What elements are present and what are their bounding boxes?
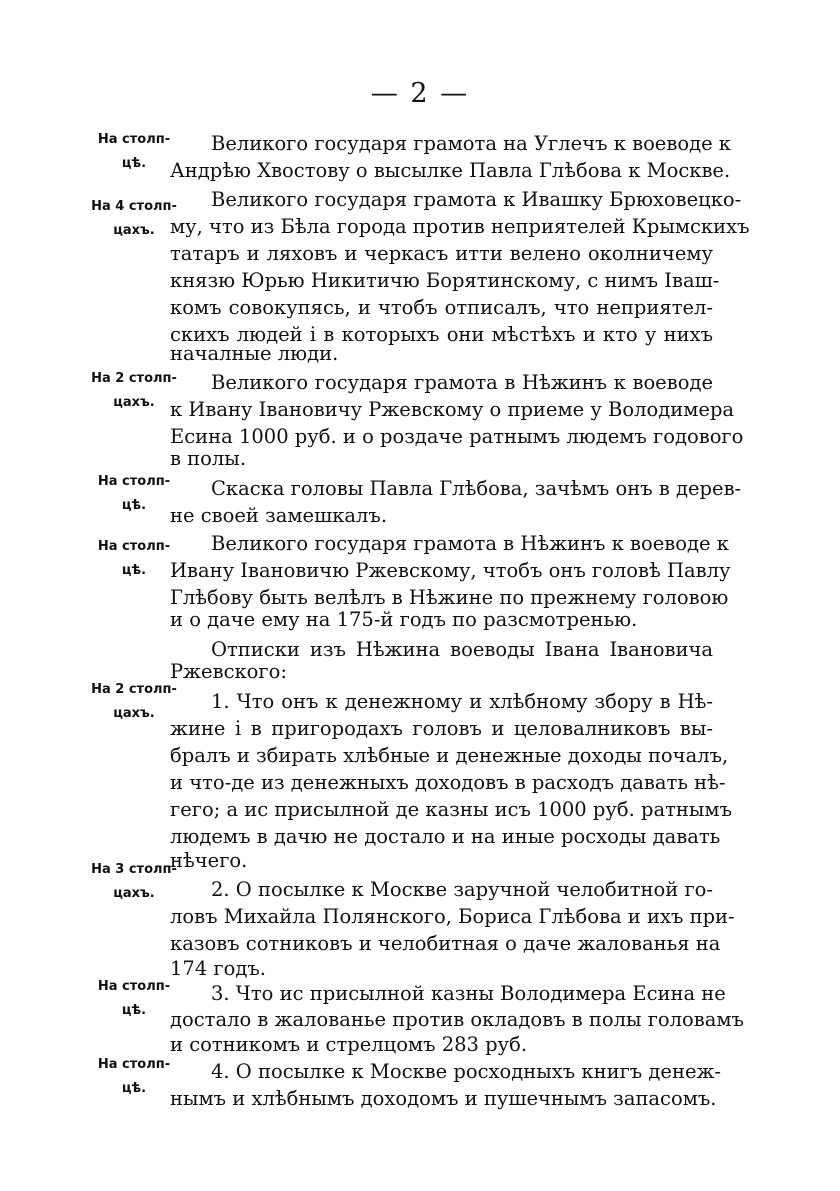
margin-note	[88, 195, 180, 243]
margin-note-line: На столп-	[97, 1057, 171, 1072]
text-line: 174 годъ.	[170, 957, 266, 980]
margin-note-line: цѣ.	[121, 1081, 147, 1096]
margin-note-line: На столп-	[97, 539, 171, 554]
text-line: Ивану Івановичю Ржевскому, чтобъ онъ головѣ Павлу	[170, 559, 731, 582]
margin-note-line: цахъ.	[113, 706, 155, 721]
margin-note-line: На столп-	[97, 979, 171, 994]
margin-note-line: На столп-	[97, 132, 171, 147]
text-line: достало в жалованье против окладовъ в полы головамъ	[170, 1008, 744, 1031]
text-line: комъ совокупясь, и чтобъ отписалъ, что неприятел-	[170, 296, 713, 319]
text-line: Скаска головы Павла Глѣбова, зачѣмъ онъ в дерев-	[211, 477, 742, 500]
text-line: гего; а ис присылной де казны исъ 1000 руб. ратнымъ	[170, 798, 732, 821]
text-line: Отписки изъ Нѣжина воеводы Івана Івановича	[211, 638, 713, 661]
margin-note-line: На 4 столп-	[91, 199, 177, 214]
text-line: не своей замешкалъ.	[170, 504, 388, 527]
margin-note	[88, 128, 180, 176]
margin-note-line: цахъ.	[113, 395, 155, 410]
margin-note-line: цѣ.	[121, 156, 147, 171]
margin-note-line: цѣ.	[121, 563, 147, 578]
margin-note	[88, 678, 180, 726]
text-line: в полы.	[170, 447, 247, 470]
text-line: скихъ людей і в которыхъ они мѣстѣхъ и кто у нихъ	[170, 323, 713, 346]
text-line: Великого государя грамота на Углечъ к воеводе к	[211, 132, 731, 155]
text-line: 1. Что онъ к денежному и хлѣбному збору в Нѣ-	[211, 690, 713, 713]
text-line: татаръ и ляховъ и черкасъ итти велено околничему	[170, 242, 713, 265]
text-line: казовъ сотниковъ и челобитная о даче жалованья на	[170, 932, 721, 955]
margin-note-line: На столп-	[97, 474, 171, 489]
margin-note	[88, 367, 180, 415]
text-line: Глѣбову быть велѣлъ в Нѣжине по прежнему головою	[170, 586, 729, 609]
text-line: Есина 1000 руб. и о роздаче ратнымъ людемъ годового	[170, 425, 744, 448]
margin-note	[88, 1053, 180, 1101]
text-line: 2. О посылке к Москве заручной челобитной го-	[211, 878, 714, 901]
margin-note-line: На 2 столп-	[91, 371, 177, 386]
page-number: — 2 —	[370, 78, 470, 109]
text-line: жине і в пригородахъ головъ и целовалниковъ вы-	[170, 717, 713, 740]
text-line: началные люди.	[170, 342, 339, 365]
text-line: ловъ Михайла Полянского, Бориса Глѣбова и ихъ при-	[170, 905, 735, 928]
margin-note	[88, 858, 180, 906]
text-line: и сотникомъ и стрелцомъ 283 руб.	[170, 1033, 528, 1056]
margin-note	[88, 470, 180, 518]
text-line: и о даче ему на 175-й годъ по разсмотренью.	[170, 608, 638, 631]
text-line: Великого государя грамота в Нѣжинъ к воеводе к	[211, 532, 729, 555]
text-line: нымъ и хлѣбнымъ доходомъ и пушечнымъ запасомъ.	[170, 1087, 717, 1110]
margin-note-line: На 2 столп-	[91, 682, 177, 697]
margin-note-line: цахъ.	[113, 886, 155, 901]
text-line: 3. Что ис присылной казны Володимера Есина не	[211, 982, 726, 1005]
text-line: к Ивану Івановичу Ржевскому о приеме у Володимера	[170, 398, 735, 421]
text-line: князю Юрью Никитичю Борятинскому, с нимъ Іваш-	[170, 269, 720, 292]
margin-note	[88, 975, 180, 1023]
text-line: и что-де из денежныхъ доходовъ в расходъ давать нѣ-	[170, 771, 726, 794]
text-line: людемъ в дачю не достало и на иные росходы давать	[170, 825, 721, 848]
margin-note-line: цѣ.	[121, 1003, 147, 1018]
text-line: му, что из Бѣла города против неприятелей Крымскихъ	[170, 215, 750, 238]
text-line: 4. О посылке к Москве росходныхъ книгъ денеж-	[211, 1060, 722, 1083]
margin-note-line: На 3 столп-	[91, 862, 177, 877]
text-line: бралъ и збирать хлѣбные и денежные доходы почалъ,	[170, 744, 729, 767]
margin-note-line: цахъ.	[113, 223, 155, 238]
text-line: нѣчего.	[170, 849, 248, 872]
text-line: Великого государя грамота к Ивашку Брюховецко-	[211, 188, 742, 211]
text-line: Андрѣю Хвостову о высылке Павла Глѣбова к Москве.	[170, 159, 731, 182]
margin-note-line: цѣ.	[121, 498, 147, 513]
text-line: Великого государя грамота в Нѣжинъ к воеводе	[211, 371, 713, 394]
margin-note	[88, 535, 180, 583]
text-line: Ржевского:	[170, 660, 287, 683]
